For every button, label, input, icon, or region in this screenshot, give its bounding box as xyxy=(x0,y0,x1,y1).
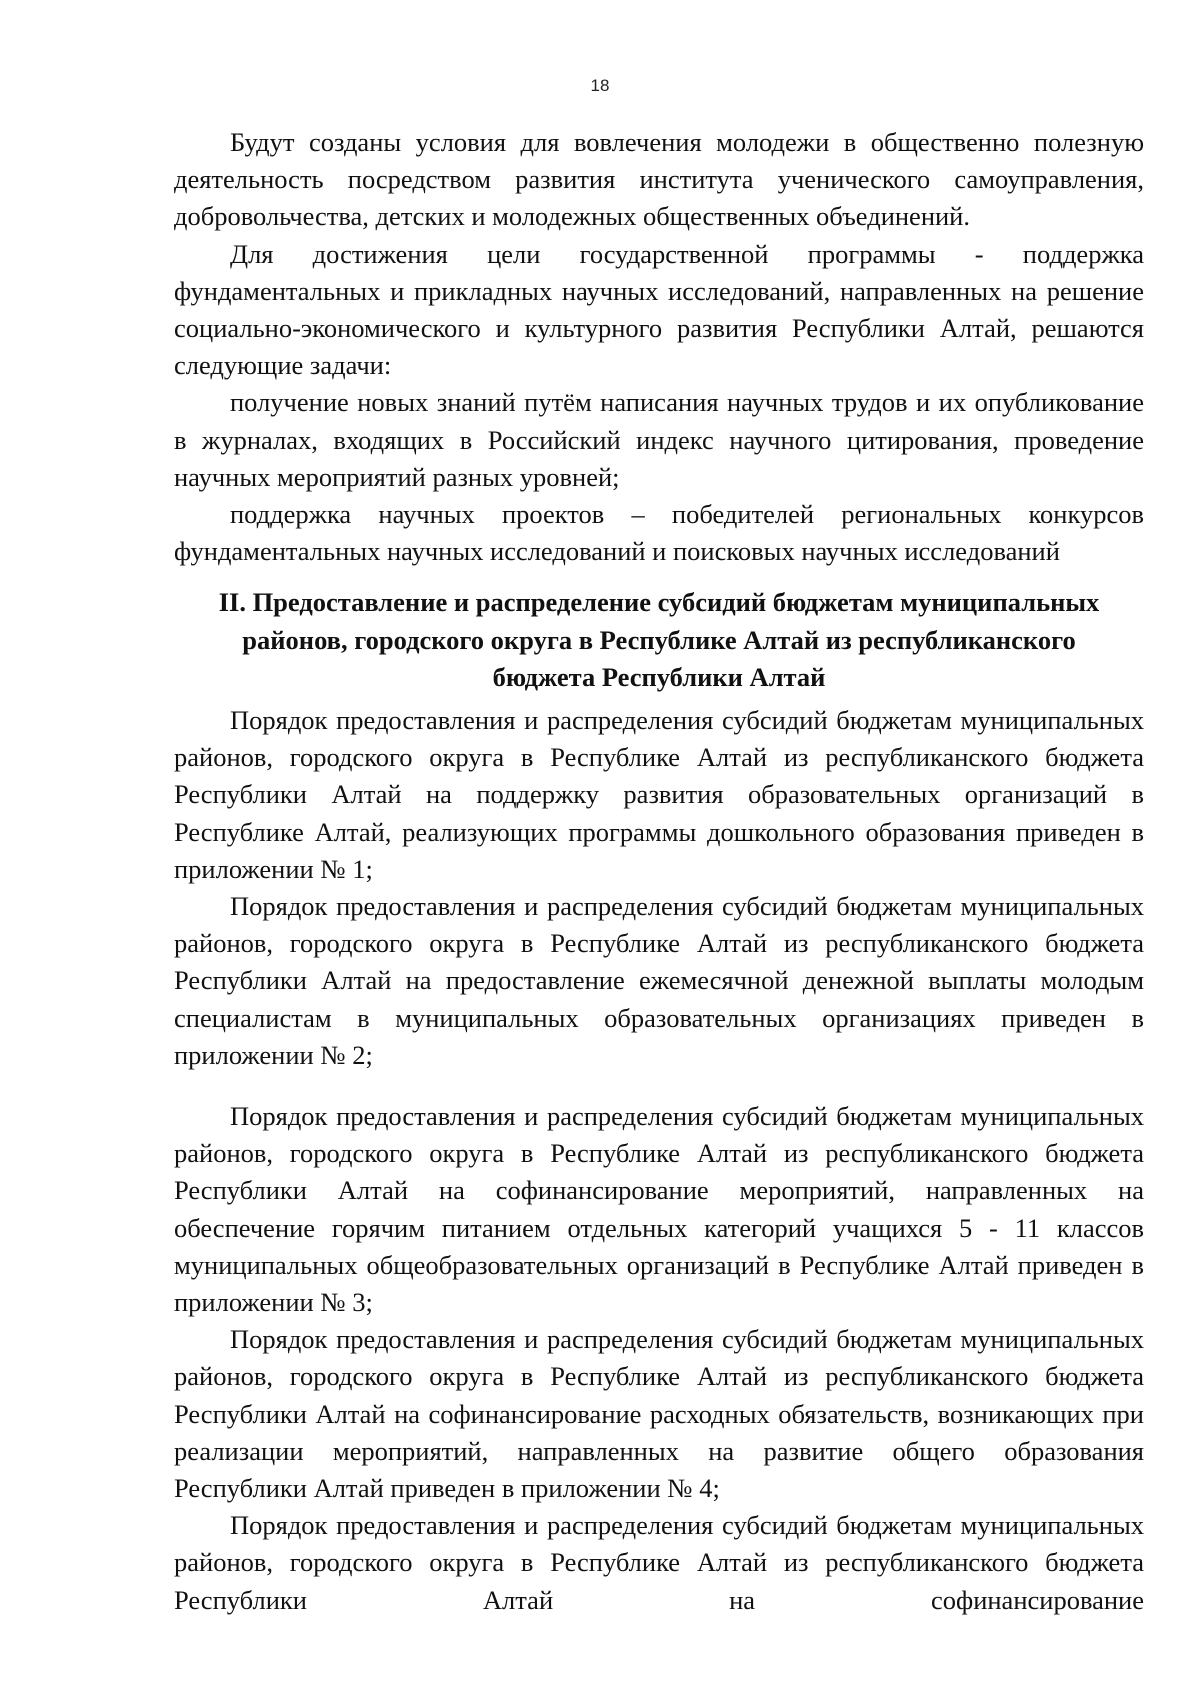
body-text-bottom-continued xyxy=(174,1098,1144,1619)
paragraph: Порядок предоставления и распределения субсидий бюджетам муниципальных районов, городского округа в Республике Алтай из республиканского бюджета Республики Алтай на софинансирование расходных обязательств, возникающих при реализации мероприятий, направленных на развитие общего образования Республики Алтай приведен в приложении № 4; xyxy=(174,1324,1144,1504)
body-text-top xyxy=(174,124,1144,570)
paragraph: поддержка научных проектов – победителей региональных конкурсов фундаментальных научных исследований и поисковых научных исследований xyxy=(174,499,1144,567)
paragraph: Порядок предоставления и распределения субсидий бюджетам муниципальных районов, городского округа в Республике Алтай из республиканского бюджета Республики Алтай на предоставление ежемесячной денежной выплаты молодым специалистам в муниципальных образовательных организациях приведен в приложении № 2; xyxy=(174,891,1144,1070)
body-text-bottom xyxy=(174,702,1144,1074)
page-number: 18 xyxy=(590,76,610,95)
section-heading-line: бюджета Республики Алтай xyxy=(492,662,826,692)
paragraph: Порядок предоставления и распределения субсидий бюджетам муниципальных районов, городского округа в Республике Алтай из республиканского бюджета Республики Алтай на софинансирование xyxy=(174,1510,1144,1615)
section-heading-line: районов, городского округа в Республике Алтай из республиканского xyxy=(242,624,1076,655)
paragraph: Для достижения цели государственной программы - поддержка фундаментальных и прикладных научных исследований, направленных на решение социально-экономического и культурного развития Республики Алтай, решаются следующие задачи: xyxy=(174,238,1144,381)
paragraph: Порядок предоставления и распределения субсидий бюджетам муниципальных районов, городского округа в Республике Алтай из республиканского бюджета Республики Алтай на поддержку развития образовательных организаций в Республике Алтай, реализующих программы дошкольного образования приведен в приложении № 1; xyxy=(174,705,1144,884)
section-heading xyxy=(174,584,1144,697)
section-heading-line: II. Предоставление и распределение субсидий бюджетам муниципальных xyxy=(218,587,1100,617)
paragraph: получение новых знаний путём написания научных трудов и их опубликование в журналах, входящих в Российский индекс научного цитирования, проведение научных мероприятий разных уровней; xyxy=(174,387,1144,492)
paragraph: Порядок предоставления и распределения субсидий бюджетам муниципальных районов, городского округа в Республике Алтай из республиканского бюджета Республики Алтай на софинансирование мероприятий, направленных на обеспечение горячим питанием отдельных категорий учащихся 5 - 11 классов муниципальных общеобразовательных организаций в Республике Алтай приведен в приложении № 3; xyxy=(174,1101,1144,1318)
paragraph: Будут созданы условия для вовлечения молодежи в общественно полезную деятельность посредством развития института ученического самоуправления, добровольчества, детских и молодежных общественных объединений. xyxy=(174,127,1144,232)
